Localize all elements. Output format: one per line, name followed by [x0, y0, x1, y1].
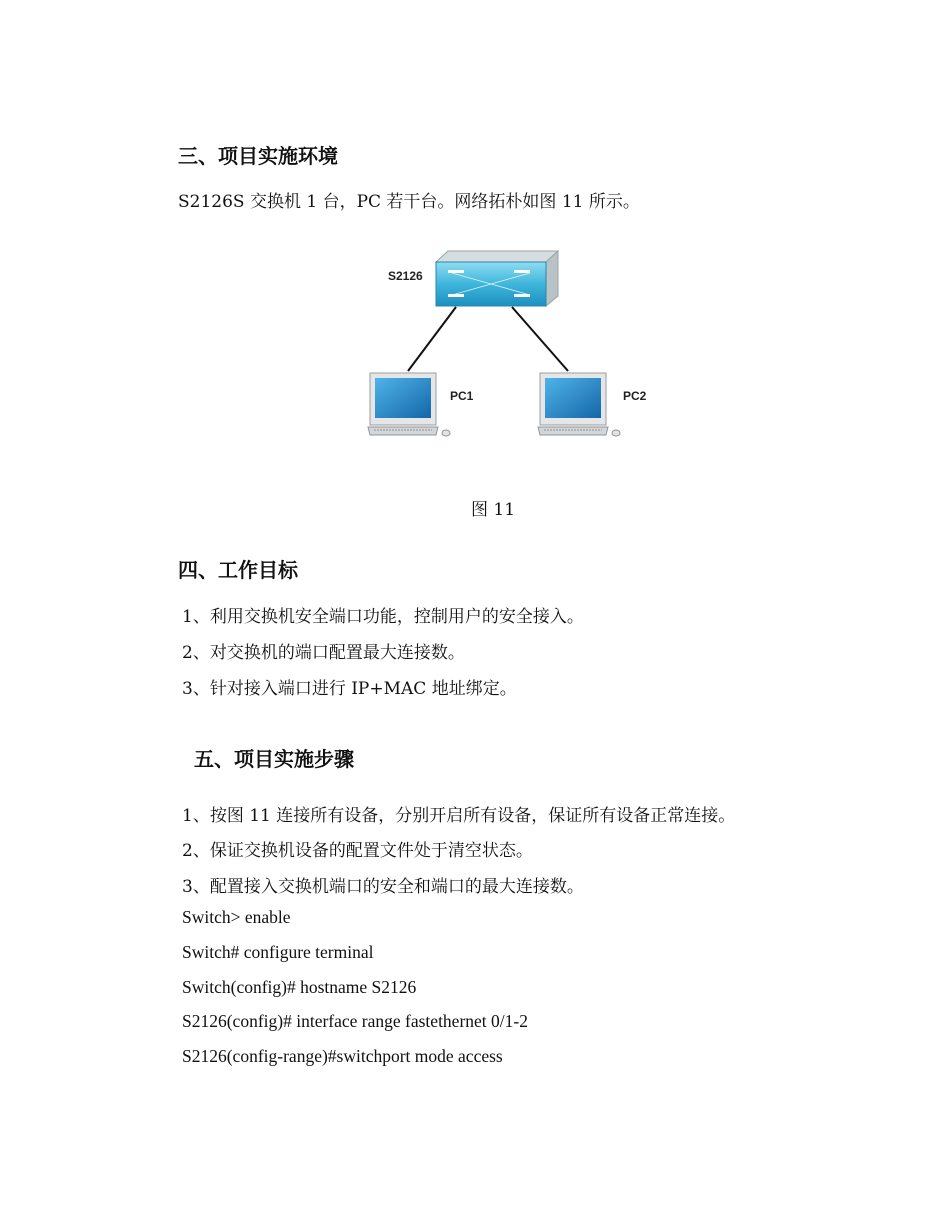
- pc2-computer-icon: [538, 373, 620, 436]
- section-heading-steps: 五、项目实施步骤: [194, 747, 354, 771]
- command-line: Switch(config)# hostname S2126: [182, 977, 417, 997]
- command-line: Switch# configure terminal: [182, 942, 374, 962]
- environment-description: S2126S 交换机 1 台，PC 若干台。网络拓朴如图 11 所示。: [178, 192, 640, 212]
- step-item: 3、配置接入交换机端口的安全和端口的最大连接数。: [182, 877, 584, 897]
- objective-item: 3、针对接入端口进行 IP+MAC 地址绑定。: [182, 679, 517, 699]
- network-topology-diagram: [360, 245, 660, 445]
- pc1-label: PC1: [450, 389, 474, 403]
- figure-caption: 图 11: [471, 500, 516, 520]
- objective-item: 2、对交换机的端口配置最大连接数。: [182, 643, 465, 663]
- switch-icon: [436, 251, 558, 306]
- step-item: 2、保证交换机设备的配置文件处于清空状态。: [182, 841, 533, 861]
- pc1-computer-icon: [368, 373, 450, 436]
- command-line: Switch> enable: [182, 907, 291, 927]
- section-heading-objectives: 四、工作目标: [178, 558, 298, 582]
- pc2-label: PC2: [623, 389, 647, 403]
- link-switch-pc2: [512, 307, 568, 371]
- step-item: 1、按图 11 连接所有设备，分别开启所有设备，保证所有设备正常连接。: [182, 806, 736, 826]
- link-switch-pc1: [408, 307, 456, 371]
- section-heading-environment: 三、项目实施环境: [178, 144, 338, 168]
- command-line: S2126(config-range)#switchport mode access: [182, 1046, 503, 1066]
- command-line: S2126(config)# interface range fastethernet 0/1-2: [182, 1011, 528, 1031]
- switch-label: S2126: [388, 269, 423, 283]
- objective-item: 1、利用交换机安全端口功能，控制用户的安全接入。: [182, 607, 584, 627]
